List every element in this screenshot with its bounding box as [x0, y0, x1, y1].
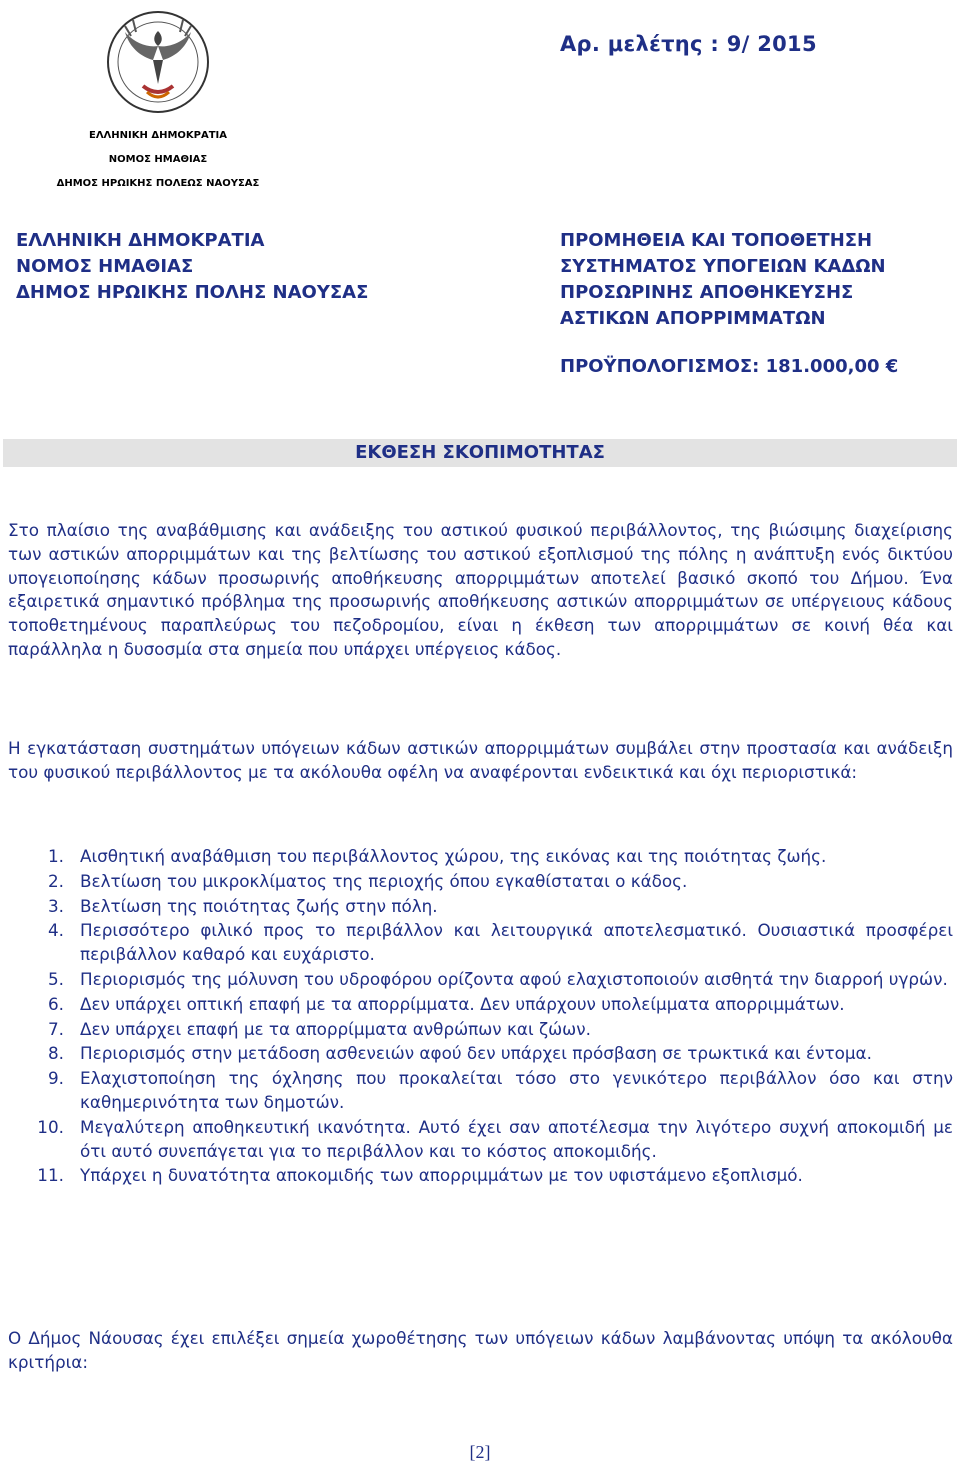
study-number: Αρ. μελέτης : 9/ 2015	[560, 32, 817, 56]
list-item-text: Ελαχιστοποίηση της όχλησης που προκαλείται τόσο στο γενικότερο περιβάλλον όσο και στην καθημερινότητα των δημοτών.	[80, 1068, 953, 1112]
list-item-number: 11.	[37, 1165, 64, 1186]
list-item-text: Μεγαλύτερη αποθηκευτική ικανότητα. Αυτό έχει σαν αποτέλεσμα την λιγότερο συχνή αποκομιδή με ότι αυτό συνεπάγεται για το περιβάλλον και το κόστος αποκομιδής.	[80, 1116, 953, 1161]
list-item-text: Δεν υπάρχει επαφή με τα απορρίμματα ανθρώπων και ζώων.	[80, 1018, 591, 1039]
list-item	[8, 845, 953, 869]
benefits-list	[8, 845, 953, 1189]
list-item	[8, 1042, 953, 1066]
list-item-text: Περιορισμός της μόλυνση του υδροφόρου ορίζοντα αφού ελαχιστοποιούν αισθητά την διαρροή υγρών.	[80, 968, 948, 989]
list-item-text: Υπάρχει η δυνατότητα αποκομιδής των απορριμμάτων με τον υφιστάμενο εξοπλισμό.	[80, 1165, 803, 1186]
paragraph-criteria-intro: Ο Δήμος Νάουσας έχει επιλέξει σημεία χωροθέτησης των υπόγειων κάδων λαμβάνοντας υπόψη τα ακόλουθα κριτήρια:	[8, 1328, 953, 1372]
list-item-text: Περισσότερο φιλικό προς το περιβάλλον και λειτουργικά αποτελεσματικό. Ουσιαστικά προσφέρει περιβάλλον καθαρό και ευχάριστο.	[80, 920, 953, 965]
list-item-number: 3.	[47, 895, 64, 916]
phoenix-emblem-icon	[103, 6, 213, 124]
list-item-number: 4.	[47, 920, 64, 941]
project-title-block	[560, 228, 886, 332]
list-item	[8, 1116, 953, 1164]
project-title-line: ΣΥΣΤΗΜΑΤΟΣ ΥΠΟΓΕΙΩΝ ΚΑΔΩΝ	[560, 256, 886, 277]
list-item-text: Περιορισμός στην μετάδοση ασθενειών αφού δεν υπάρχει πρόσβαση σε τρωκτικά και έντομα.	[80, 1043, 872, 1064]
list-item-number: 9.	[47, 1068, 64, 1089]
list-item-number: 7.	[47, 1018, 64, 1039]
logo-line-3: ΔΗΜΟΣ ΗΡΩΙΚΗΣ ΠΟΛΕΩΣ ΝΑΟΥΣΑΣ	[56, 178, 260, 189]
list-item	[8, 968, 953, 992]
list-item-number: 2.	[47, 870, 64, 891]
list-item-text: Αισθητική αναβάθμιση του περιβάλλοντος χώρου, της εικόνας και της ποιότητας ζωής.	[80, 846, 827, 866]
list-item	[8, 1164, 953, 1188]
list-item-number: 6.	[47, 993, 64, 1014]
section-title-bar	[3, 439, 957, 467]
list-item	[8, 919, 953, 967]
list-item	[8, 993, 953, 1017]
logo-line-2: ΝΟΜΟΣ ΗΜΑΘΙΑΣ	[108, 154, 208, 165]
list-item-text: Βελτίωση της ποιότητας ζωής στην πόλη.	[80, 895, 438, 916]
list-item-number: 1.	[47, 846, 64, 866]
list-item-number: 10.	[37, 1116, 64, 1137]
paragraph-benefits-intro: Η εγκατάσταση συστημάτων υπόγειων κάδων αστικών απορριμμάτων συμβάλει στην προστασία και ανάδειξη του φυσικού περιβάλλοντος με τα ακόλουθα οφέλη να αναφέρονται ενδεικτικά και όχι περιοριστικά:	[8, 738, 953, 782]
list-item	[8, 870, 953, 894]
project-title-line: ΑΣΤΙΚΩΝ ΑΠΟΡΡΙΜΜΑΤΩΝ	[560, 308, 826, 329]
municipality-logo	[48, 6, 268, 191]
list-item-number: 8.	[47, 1043, 64, 1064]
list-item	[8, 1018, 953, 1042]
issuer-line: ΕΛΛΗΝΙΚΗ ΔΗΜΟΚΡΑΤΙΑ	[16, 230, 265, 251]
paragraph-intro: Στο πλαίσιο της αναβάθμισης και ανάδειξης του αστικού φυσικού περιβάλλοντος, της βιώσιμης διαχείρισης των αστικών απορριμμάτων και της βελτίωσης του αστικού εξοπλισμού της πόλης η ανάπτυξη ενός δικτύου υπογειοποίησης κάδων προσωρινής αποθήκευσης απορριμμάτων αποτελεί βασικό σκοπό του Δήμου. Ένα εξαιρετικά σημαντικό πρόβλημα της προσωρινής αποθήκευσης αστικών απορριμμάτων σε υπέργειους κάδους τοποθετημένους παραπλεύρως του πεζοδρομίου, είναι η έκθεση των απορριμμάτων σε κοινή θέα και παράλληλα η δυσοσμία στα σημεία που υπάρχει υπέργειος κάδος.	[8, 520, 953, 659]
logo-line-1: ΕΛΛΗΝΙΚΗ ΔΗΜΟΚΡΑΤΙΑ	[88, 130, 228, 141]
section-title: ΕΚΘΕΣΗ ΣΚΟΠΙΜΟΤΗΤΑΣ	[355, 442, 605, 463]
list-item	[8, 895, 953, 919]
list-item-number: 5.	[47, 968, 64, 989]
issuer-block	[16, 228, 368, 306]
project-title-line: ΠΡΟΜΗΘΕΙΑ ΚΑΙ ΤΟΠΟΘΕΤΗΣΗ	[560, 230, 873, 251]
budget-amount: ΠΡΟΫΠΟΛΟΓΙΣΜΟΣ: 181.000,00 €	[560, 356, 899, 377]
page-number: [2]	[469, 1442, 491, 1462]
project-title-line: ΠΡΟΣΩΡΙΝΗΣ ΑΠΟΘΗΚΕΥΣΗΣ	[560, 282, 854, 303]
list-item	[8, 1067, 953, 1115]
list-item-text: Βελτίωση του μικροκλίματος της περιοχής όπου εγκαθίσταται ο κάδος.	[80, 870, 688, 891]
issuer-line: ΔΗΜΟΣ ΗΡΩΙΚΗΣ ΠΟΛΗΣ ΝΑΟΥΣΑΣ	[16, 282, 369, 303]
list-item-text: Δεν υπάρχει οπτική επαφή με τα απορρίμματα. Δεν υπάρχουν υπολείμματα απορριμμάτων.	[80, 993, 845, 1014]
issuer-line: ΝΟΜΟΣ ΗΜΑΘΙΑΣ	[16, 256, 194, 277]
